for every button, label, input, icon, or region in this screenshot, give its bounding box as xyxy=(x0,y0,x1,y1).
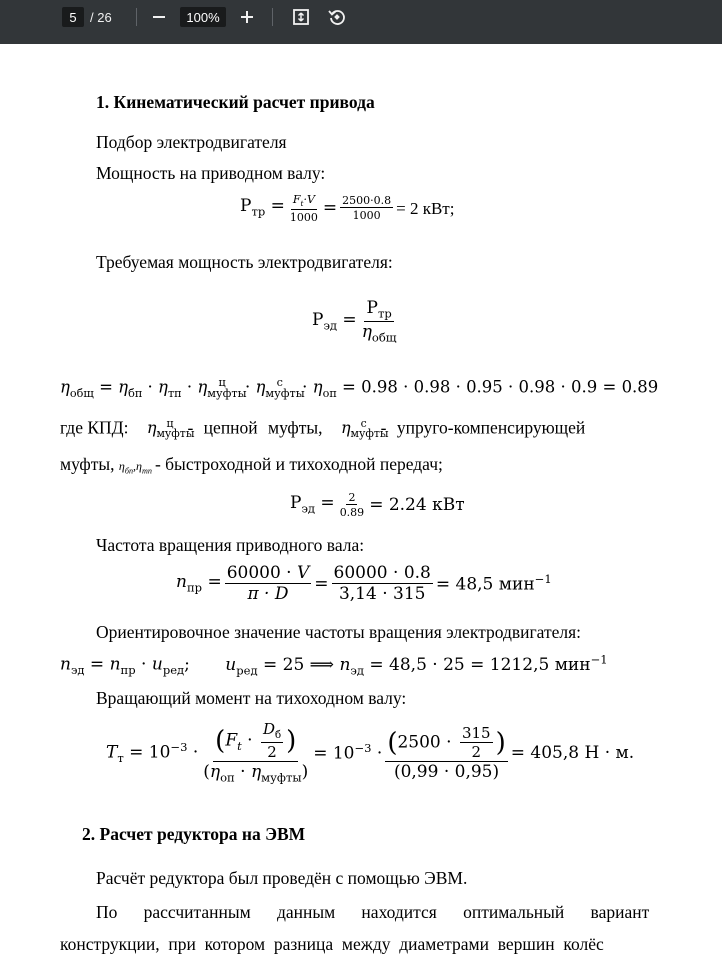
p-ed-den: 0.89 xyxy=(339,506,365,519)
paragraph-optimal-line2: конструкции, при котором разница между диаметрами вершин колёс xyxy=(60,934,604,954)
u-red: = 25 xyxy=(263,654,305,675)
p-tr-num1: $F_t\cdot V$ xyxy=(292,193,315,209)
p-ed-num: 2 xyxy=(348,491,356,504)
toolbar-divider xyxy=(136,8,137,26)
torque-label: Вращающий момент на тихоходном валу: xyxy=(96,688,407,708)
formula-p-ed-general: $Р_{эд}$ = $\frac{Р_{тр}}{\eta_{общ}}$ xyxy=(312,298,397,345)
n-ed-result: = 48,5 · 25 = 1212,5 мин xyxy=(369,654,591,675)
paragraph-evm: Расчёт редуктора был проведён с помощью ЭВМ. xyxy=(96,868,468,888)
kpd-muft: муфты, xyxy=(60,454,115,474)
p-tr-num2: 2500·0.8 xyxy=(342,194,392,208)
document-page xyxy=(0,44,722,954)
torque-result: = 405,8 Н · м. xyxy=(510,742,635,763)
page-total: / 26 xyxy=(90,9,112,25)
torque-frac-den: 2 xyxy=(471,742,482,761)
p-tr-den2: 1000 xyxy=(352,209,381,223)
formula-p-tr: $Р_{тр}$ = $\frac{F_t\cdot V}{1000}$ = $\frac{2500\cdot 0.8}{1000}$ = 2 кВт; xyxy=(240,193,455,224)
kpd-chain: - цепной муфты, xyxy=(187,417,323,438)
p-ed-result: = 2.24 кВт xyxy=(369,494,465,515)
kpd-line-2: муфты, $\eta_{бп},\eta_{тп}$ - быстроходной и тихоходной передач; xyxy=(60,454,443,476)
motor-freq-label: Ориентировочное значение частоты вращения электродвигателя: xyxy=(96,622,582,642)
formula-eta-total: $\eta_{общ} = \eta_{бп} \cdot \eta_{тп} \cdot \eta_{муфты}^ц \cdot \eta_{муфты}^с \cdot \eta_{оп} = 0.98 \cdot 0.98 \cdot 0.95 \cdot 0.98 \cdot 0.9 = 0.89$ xyxy=(60,376,659,400)
formula-p-ed-value: $Р_{эд}$ = $\frac{2}{0.89}$ = 2.24 кВт xyxy=(290,491,465,519)
toolbar-divider xyxy=(272,8,273,26)
power-shaft-label: Мощность на приводном валу: xyxy=(96,163,326,183)
kpd-gears: - быстроходной и тихоходной передач; xyxy=(154,454,443,474)
fit-page-icon[interactable] xyxy=(290,6,312,28)
p-tr-den1: 1000 xyxy=(289,210,318,224)
n-pr-result: = 48,5 мин xyxy=(435,574,535,595)
eta-values: = 0.98 · 0.98 · 0.95 · 0.98 · 0.9 = 0.89 xyxy=(342,377,659,397)
subheading-motor: Подбор электродвигателя xyxy=(96,132,287,152)
n-pr-den1: π · D xyxy=(247,584,289,604)
pdf-toolbar xyxy=(0,0,722,44)
kpd-prefix: где КПД: xyxy=(60,417,129,438)
zoom-out-icon[interactable] xyxy=(148,6,170,28)
torque-num2: 2500 · xyxy=(397,732,452,753)
rotate-icon[interactable] xyxy=(326,6,348,28)
kpd-line: где КПД: $\eta_{муфты}^ц$ - цепной муфты, $\eta_{муфты}^с$ - упруго-компенсирующей xyxy=(60,417,586,441)
formula-n-ed: $n_{эд} = n_{пр} \cdot u_{ред}$; $u_{ред} = 25$ ⟹ $n_{эд} = 48,5 \cdot 25 = 1212,5$ мин$^{-1}$ xyxy=(60,652,608,678)
page-number-input[interactable]: 5 xyxy=(62,7,84,27)
section-heading-2: 2. Расчет редуктора на ЭВМ xyxy=(82,824,306,844)
freq-label: Частота вращения приводного вала: xyxy=(96,535,365,555)
zoom-in-icon[interactable] xyxy=(236,6,258,28)
torque-frac-num: 315 xyxy=(461,723,491,742)
torque-den2: (0,99 · 0,95) xyxy=(393,761,500,782)
zoom-level-input[interactable]: 100% xyxy=(180,7,226,27)
formula-torque: $T_т = 10^{-3}$ · ($F_t$ · $\frac{D_б}{2}$ ) $(\eta_{оп} \cdot \eta_{муфты})$ = $10^{-3}$ · (2500 · $\frac{315}{2}$ ) (0,99 · 0,95) = 405,8 Н · м. xyxy=(106,720,635,785)
section-heading-1: 1. Кинематический расчет привода xyxy=(96,92,375,112)
kpd-elastic: - упруго-компенсирующей xyxy=(380,417,586,438)
paragraph-optimal-line1: По рассчитанным данным находится оптимальный вариант xyxy=(96,902,650,922)
formula-n-pr: $n_{пр}$ = $\frac{60000 \cdot V}{\pi \cdot D}$ = $\frac{60000 \cdot 0.8}{3,14 \cdot 315}$ = 48,5 мин$^{-1}$ xyxy=(176,563,552,604)
required-power-label: Требуемая мощность электродвигателя: xyxy=(96,252,393,272)
p-tr-result: = 2 кВт; xyxy=(396,198,455,218)
n-pr-num2: 60000 · 0.8 xyxy=(333,563,431,583)
n-pr-den2: 3,14 · 315 xyxy=(338,584,426,604)
n-pr-num1: 60000 · V xyxy=(226,563,310,583)
